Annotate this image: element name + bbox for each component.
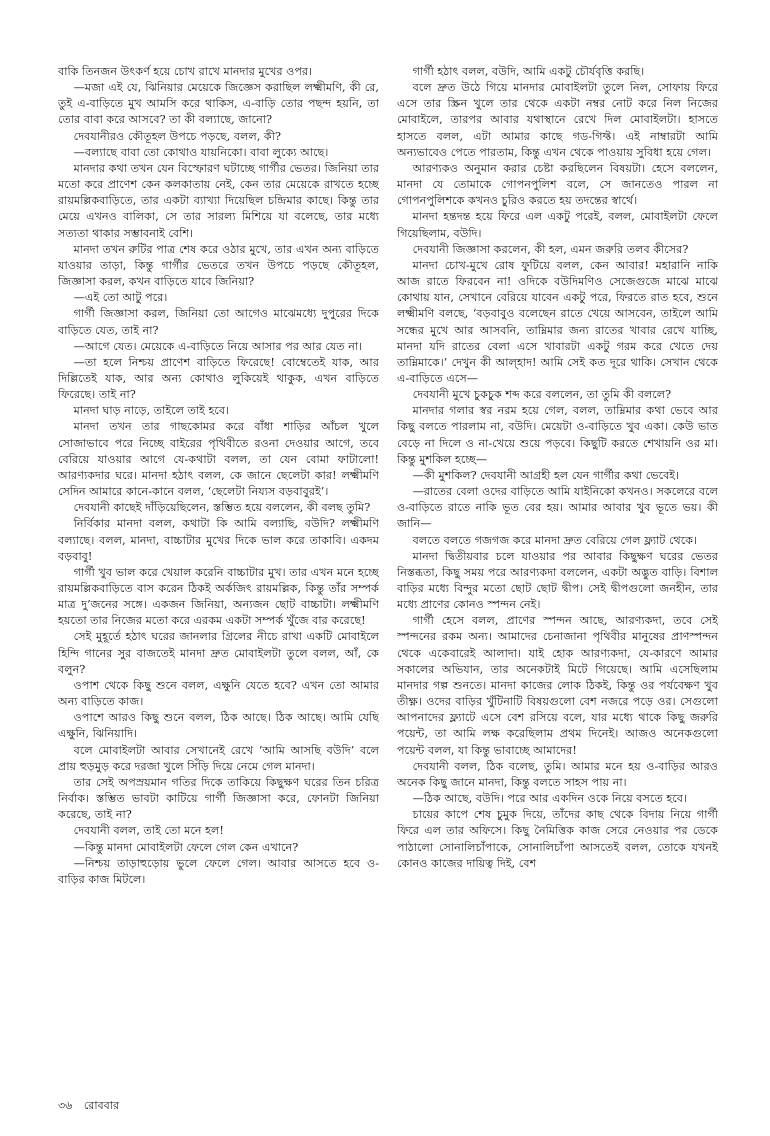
paragraph: বলে দ্রুত উঠে গিয়ে মানদার মোবাইলটা তুলে নিল, সোফায় ফিরে এসে তার স্ক্রিন খুলে তার থেকে একটা নম্বর নোট করে নিল নিজের মোবাইলে, তারপর আবার যথাস্থানে রেখে দিল মোবাইলটা। হাসতে হাসতে বলল, এটা আমার কাছে গড-গিফ্ট। এই নাম্বারটা আমি অন্যভাবেও পেতে পারতাম, কিন্তু এখন থেকে পাওয়ায় সুবিধা হয়ে গেল। <box>397 81 718 159</box>
paragraph: নির্বিকার মানদা বলল, কথাটা কি আমি বল্যাছি, বউদি? লক্ষ্মীমণি বল্যাছে। বলল, মানদা, বাচ্চাটার মুখের দিকে ভাল করে তাকাবি। একদম বড়বাবু! <box>58 517 379 563</box>
left-column <box>58 64 379 1089</box>
paragraph: —বল্যাছে বাবা তো কোথাও যায়নিকো। বাবা লুক্যে আছে। <box>73 145 329 159</box>
paragraph: গার্গী জিজ্ঞাসা করল, জিনিয়া তো আগেও মাঝেমধ্যে দুপুরের দিকে বাড়িতে যেত, তাই না? <box>58 307 379 337</box>
paragraph: —কী মুশকিল? দেবযানী আগ্রহী হল যেন গার্গীর কথা ভেবেই। <box>412 468 680 482</box>
paragraph: বলতে বলতে গজগজ করে মানদা দ্রুত বেরিয়ে গেল ফ্ল্যাট থেকে। <box>412 533 698 547</box>
paragraph: মানদার কথা তখন যেন বিস্ফোরণ ঘটাচ্ছে গার্গীর ভেতর। জিনিয়া তার মতো করে প্রাণেশ কেন কলকাতায় নেই, কেন তার মেয়েকে রাখতে হচ্ছে রায়মল্লিকবাড়িতে, তার একটা ব্যাখ্যা দিয়েছিল চন্দ্রিমার কাছে। কিন্তু তার মেয়ে এখনও বালিকা, সে তার সারল্য মিশিয়ে যা বলেছে, তার মধ্যে সত্যতা থাকার সম্ভাবনাই বেশি। <box>58 161 379 240</box>
paragraph: —কিন্তু মানদা মোবাইলটা ফেলে গেল কেন এখানে? <box>73 840 299 854</box>
paragraph: তার সেই অপস্রয়মান গতির দিকে তাকিয়ে কিছুক্ষণ ঘরের তিন চরিত্র নির্বাক। স্তম্ভিত ভাবটা কাটিয়ে গার্গী জিজ্ঞাসা করে, ফোনটা জিনিয়া করেছে, তাই না? <box>58 775 379 822</box>
paragraph: —তা হলে নিশ্চয় প্রাণেশ বাড়িতে ফিরেছে! বোম্বেতেই যাক, আর দিল্লিতেই যাক, আর অন্য কোথাও লুকিয়েই থাকুক, এখন বাড়িতে ফিরেছে। তাই না? <box>58 355 379 402</box>
paragraph: মানদা চোখ-মুখে রোষ ফুটিয়ে বলল, কেন আবার! মহারানি নাকি আজ রাতে ফিরবেন না! ওদিকে বউদিমণিও সেজেগুজে মাঝে মাঝে কোথায় যান, সেখানে বেরিয়ে যাবেন একটু পরে, ফিরতে রাত হবে, শুনে লক্ষ্মীমণি বলছে, ‘বড়বাবুও বলেছেন রাতে খেয়ে আসবেন, তাইলে আমি সন্ধের মুখে আর আসবনি, তাম্নিমার জন্য রাতের খাবার রেখে যাচ্ছি, মানদা যদি রাতের বেলা এসে খাবারটা একটু গরম করে খেতে দেয় তাম্নিমাকে।’ দেখুন কী আল্হাদ! আমি সেই কত দূরে থাকি। সেখান থেকে এ-বাড়িতে এসে— <box>397 258 718 385</box>
paragraph: গার্গী হঠাৎ বলল, বউদি, আমি একটু চৌর্যবৃত্তি করছি। <box>412 65 645 78</box>
paragraph: —আগে যেত। মেয়েকে এ-বাড়িতে নিয়ে আসার পর আর যেত না। <box>73 339 363 353</box>
paragraph: বাকি তিনজন উৎকর্ণ হয়ে চোখ রাখে মানদার মুখের ওপর। <box>58 65 313 78</box>
paragraph: ওপাশে আরও কিছু শুনে বলল, ঠিক আছে। ঠিক আছে। আমি যেছি এক্ষুনি, ঝিনিয়াদি। <box>58 711 379 741</box>
paragraph: দেবযানী বলল, তাই তো মনে হল! <box>73 824 224 838</box>
paragraph: ওপাশ থেকে কিছু শুনে বলল, এক্ষুনি যেতে হবে? এখন তো আমার অন্য বাড়িতে কাজ। <box>58 678 379 709</box>
paragraph: মানদা দ্বিতীয়বার চলে যাওয়ার পর আবার কিছুক্ষণ ঘরের ভেতর নিস্তব্ধতা, কিছু সময় পরে আরণ্যকদা বললেন, একটা অদ্ভুত বাড়ি। বিশাল বাড়ির মধ্যে বিন্দুর মতো ছোট ছোট দ্বীপ। সেই দ্বীপগুলো জনহীন, তার মধ্যে প্রাণের কোনও স্পন্দন নেই। <box>397 549 718 612</box>
paragraph: দেবযানী জিজ্ঞাসা করলেন, কী হল, এমন জরুরি তলব কীসের? <box>412 242 689 256</box>
right-column <box>397 64 718 1089</box>
paragraph: —নিশ্চয় তাড়াহুড়োয় ভুলে ফেলে গেল। আবার আসতে হবে ও-বাড়ির কাজ মিটলে। <box>58 856 379 886</box>
page-number: ৩৬ <box>58 1099 73 1112</box>
paragraph: মানদা ঘাড় নাড়ে, তাইলে তাই হবে। <box>73 404 230 418</box>
paragraph: মানদার গলার স্বর নরম হয়ে গেল, বলল, তাম্নিমার কথা ভেবে আর কিছু বলতে পারলাম না, বউদি। মেয়েটা ও-বাড়িতে খুব একা। কেউ ভাত বেড়ে না দিলে ও না-খেয়ে শুয়ে পড়বে। কিছুটি করতে শেখায়নি ওর মা। কিন্তু মুশকিল হচ্ছে— <box>397 404 718 466</box>
paragraph: চায়ের কাপে শেষ চুমুক দিয়ে, তাঁদের কাছ থেকে বিদায় নিয়ে গার্গী ফিরে এল তার অফিসে। কিছু নৈমিত্তিক কাজ সেরে নেওয়ার পর ডেকে পাঠালো সোনালিচাঁপাকে, সোনালিচাঁপা আসতেই বলল, তোকে যখনই কোনও কাজের দায়িত্ব দিই, বেশ <box>397 808 718 870</box>
paragraph: দেবযানী মুখে চুকচুক শব্দ করে বললেন, তা তুমি কী বললে? <box>412 388 672 402</box>
paragraph: আরণ্যকও অনুমান করার চেষ্টা করছিলেন বিষয়টা। হেসে বললেন, মানদা যে তোমাকে গোপনপুলিশ বলে, সে জানতেও পারল না গোপনপুলিশকে কখনও চুরিও করতে হয় তদন্তের স্বার্থে। <box>397 161 718 208</box>
paragraph: গার্গী খুব ভাল করে খেয়াল করেনি বাচ্চাটার মুখ। তার এখন মনে হচ্ছে রায়মল্লিকবাড়িতে বাস করেন ঠিকই অর্কজিৎ রায়মল্লিক, কিন্তু তাঁর সম্পর্ক মাত্র দু’জনের সঙ্গে। একজন জিনিয়া, অন্যজন ছোট বাচ্চাটা। লক্ষ্মীমণি হয়তো তার নিজের মতো করে এরকম একটা সম্পর্ক খুঁজে বার করেছে! <box>58 565 379 628</box>
paragraph: দেবযানী বলল, ঠিক বলেছ, তুমি। আমার মনে হয় ও-বাড়ির আরও অনেক কিছু জানে মানদা, কিন্তু বলতে সাহস পায় না। <box>397 759 718 789</box>
paragraph: বলে মোবাইলটা আবার সেখানেই রেখে ‘আমি আসছি বউদি’ বলে প্রায় হুড়মুড় করে দরজা খুলে সিঁড়ি দিয়ে নেমে গেল মানদা। <box>58 743 379 773</box>
paragraph: মানদা হন্তদন্ত হয়ে ফিরে এল একটু পরেই, বলল, মোবাইলটা ফেলে গিয়েছিলাম, বউদি। <box>397 210 718 240</box>
paragraph: সেই মুহূর্তে হঠাৎ ঘরের জানলার গ্রিলের নীচে রাখা একটি মোবাইলে হিন্দি গানের সুর বাজতেই মানদা দ্রুত মোবাইলটা তুলে বলল, আঁ, কে বলুন? <box>58 630 379 676</box>
paragraph: দেবযানী কাছেই দাঁড়িয়েছিলেন, স্তম্ভিত হয়ে বললেন, কী বলছ তুমি? <box>73 501 371 515</box>
page-footer <box>58 1097 127 1116</box>
paragraph: মানদা তখন তার গাছকোমর করে বাঁধা শাড়ির আঁচল খুলে সোজাভাবে পরে নিচ্ছে বাইরের পৃথিবীতে রওনা দেওয়ার আগে, তবে বেরিয়ে যাওয়ার আগে যে-কথাটা বলল, তা যেন বোমা ফাটালো! আরণ্যকদার ঘরে। মানদা হঠাৎ বলল, কে জানে ছেলেটা কার! লক্ষ্মীমণি সেদিন আমারে কানে-কানে বলল, ‘ছেলেটা নিয্যস বড়বাবুরই’। <box>58 420 379 499</box>
paragraph: —ঠিক আছে, বউদি। পরে আর একদিন ওকে নিয়ে বসতে হবে। <box>412 792 687 806</box>
paragraph: দেবযানীরও কৌতূহল উপচে পড়ছে, বলল, কী? <box>73 129 281 143</box>
paragraph: মানদা তখন রুটির পাত্র শেষ করে ওঠার মুখে, তার এখন অন্য বাড়িতে যাওয়ার তাড়া, কিন্তু গার্গীর ভেতরে তখন উপচে পড়ছে কৌতূহল, জিজ্ঞাসা করল, কখন বাড়িতে যাবে জিনিয়া? <box>58 242 379 289</box>
article-body <box>58 64 718 1089</box>
paragraph: গার্গী হেসে বলল, প্রাণের স্পন্দন আছে, আরণ্যকদা, তবে সেই স্পন্দনের রকম অন্য। আমাদের চেনাজানা পৃথিবীর মানুষের প্রাণস্পন্দন থেকে একেবারেই আলাদা। যাই হোক আরণ্যকদা, যে-কারণে আমার সকালের অভিযান, তার অনেকটাই মিটে গিয়েছে। আমি এসেছিলাম মানদার গল্প শুনতে। মানদা কাজের লোক ঠিকই, কিন্তু ওর পর্যবেক্ষণ খুব তীক্ষ্ণ। ওদের বাড়ির খুঁটিনাটি বিষয়গুলো বেশ নজরে পড়ে ওর। সেগুলো আপনাদের ফ্ল্যাটে এসে বেশ রসিয়ে বলে, যার মধ্যে থাকে কিছু জরুরি পয়েন্ট, তা আমি লক্ষ করেছিলাম প্রথম দিনেই। আজও অনেকগুলো পয়েন্ট বলল, যা কিন্তু ভাবাচ্ছে আমাদের! <box>397 614 718 757</box>
paragraph: —রাতের বেলা ওদের বাড়িতে আমি যাইনিকো কখনও। সকলেরে বলে ও-বাড়িতে রাতে নাকি ভূত বের হয়। আমার আবার খুব ভূতে ভয়। কী জানি— <box>397 485 718 531</box>
paragraph: —মজা এই যে, ঝিনিয়ার মেয়েকে জিজ্ঞেস করাছিল লক্ষ্মীমণি, কী রে, তুই এ-বাড়িতে মুখ আমসি করে থাকিস, এ-বাড়ি তোর পছন্দ হয়নি, তা তোর বাবা করে আসবে? তা কী বল্যাছে, জানো? <box>58 81 379 127</box>
paragraph: —এই তো আটু পরে। <box>73 291 168 305</box>
section-name: রোববার <box>83 1099 120 1112</box>
